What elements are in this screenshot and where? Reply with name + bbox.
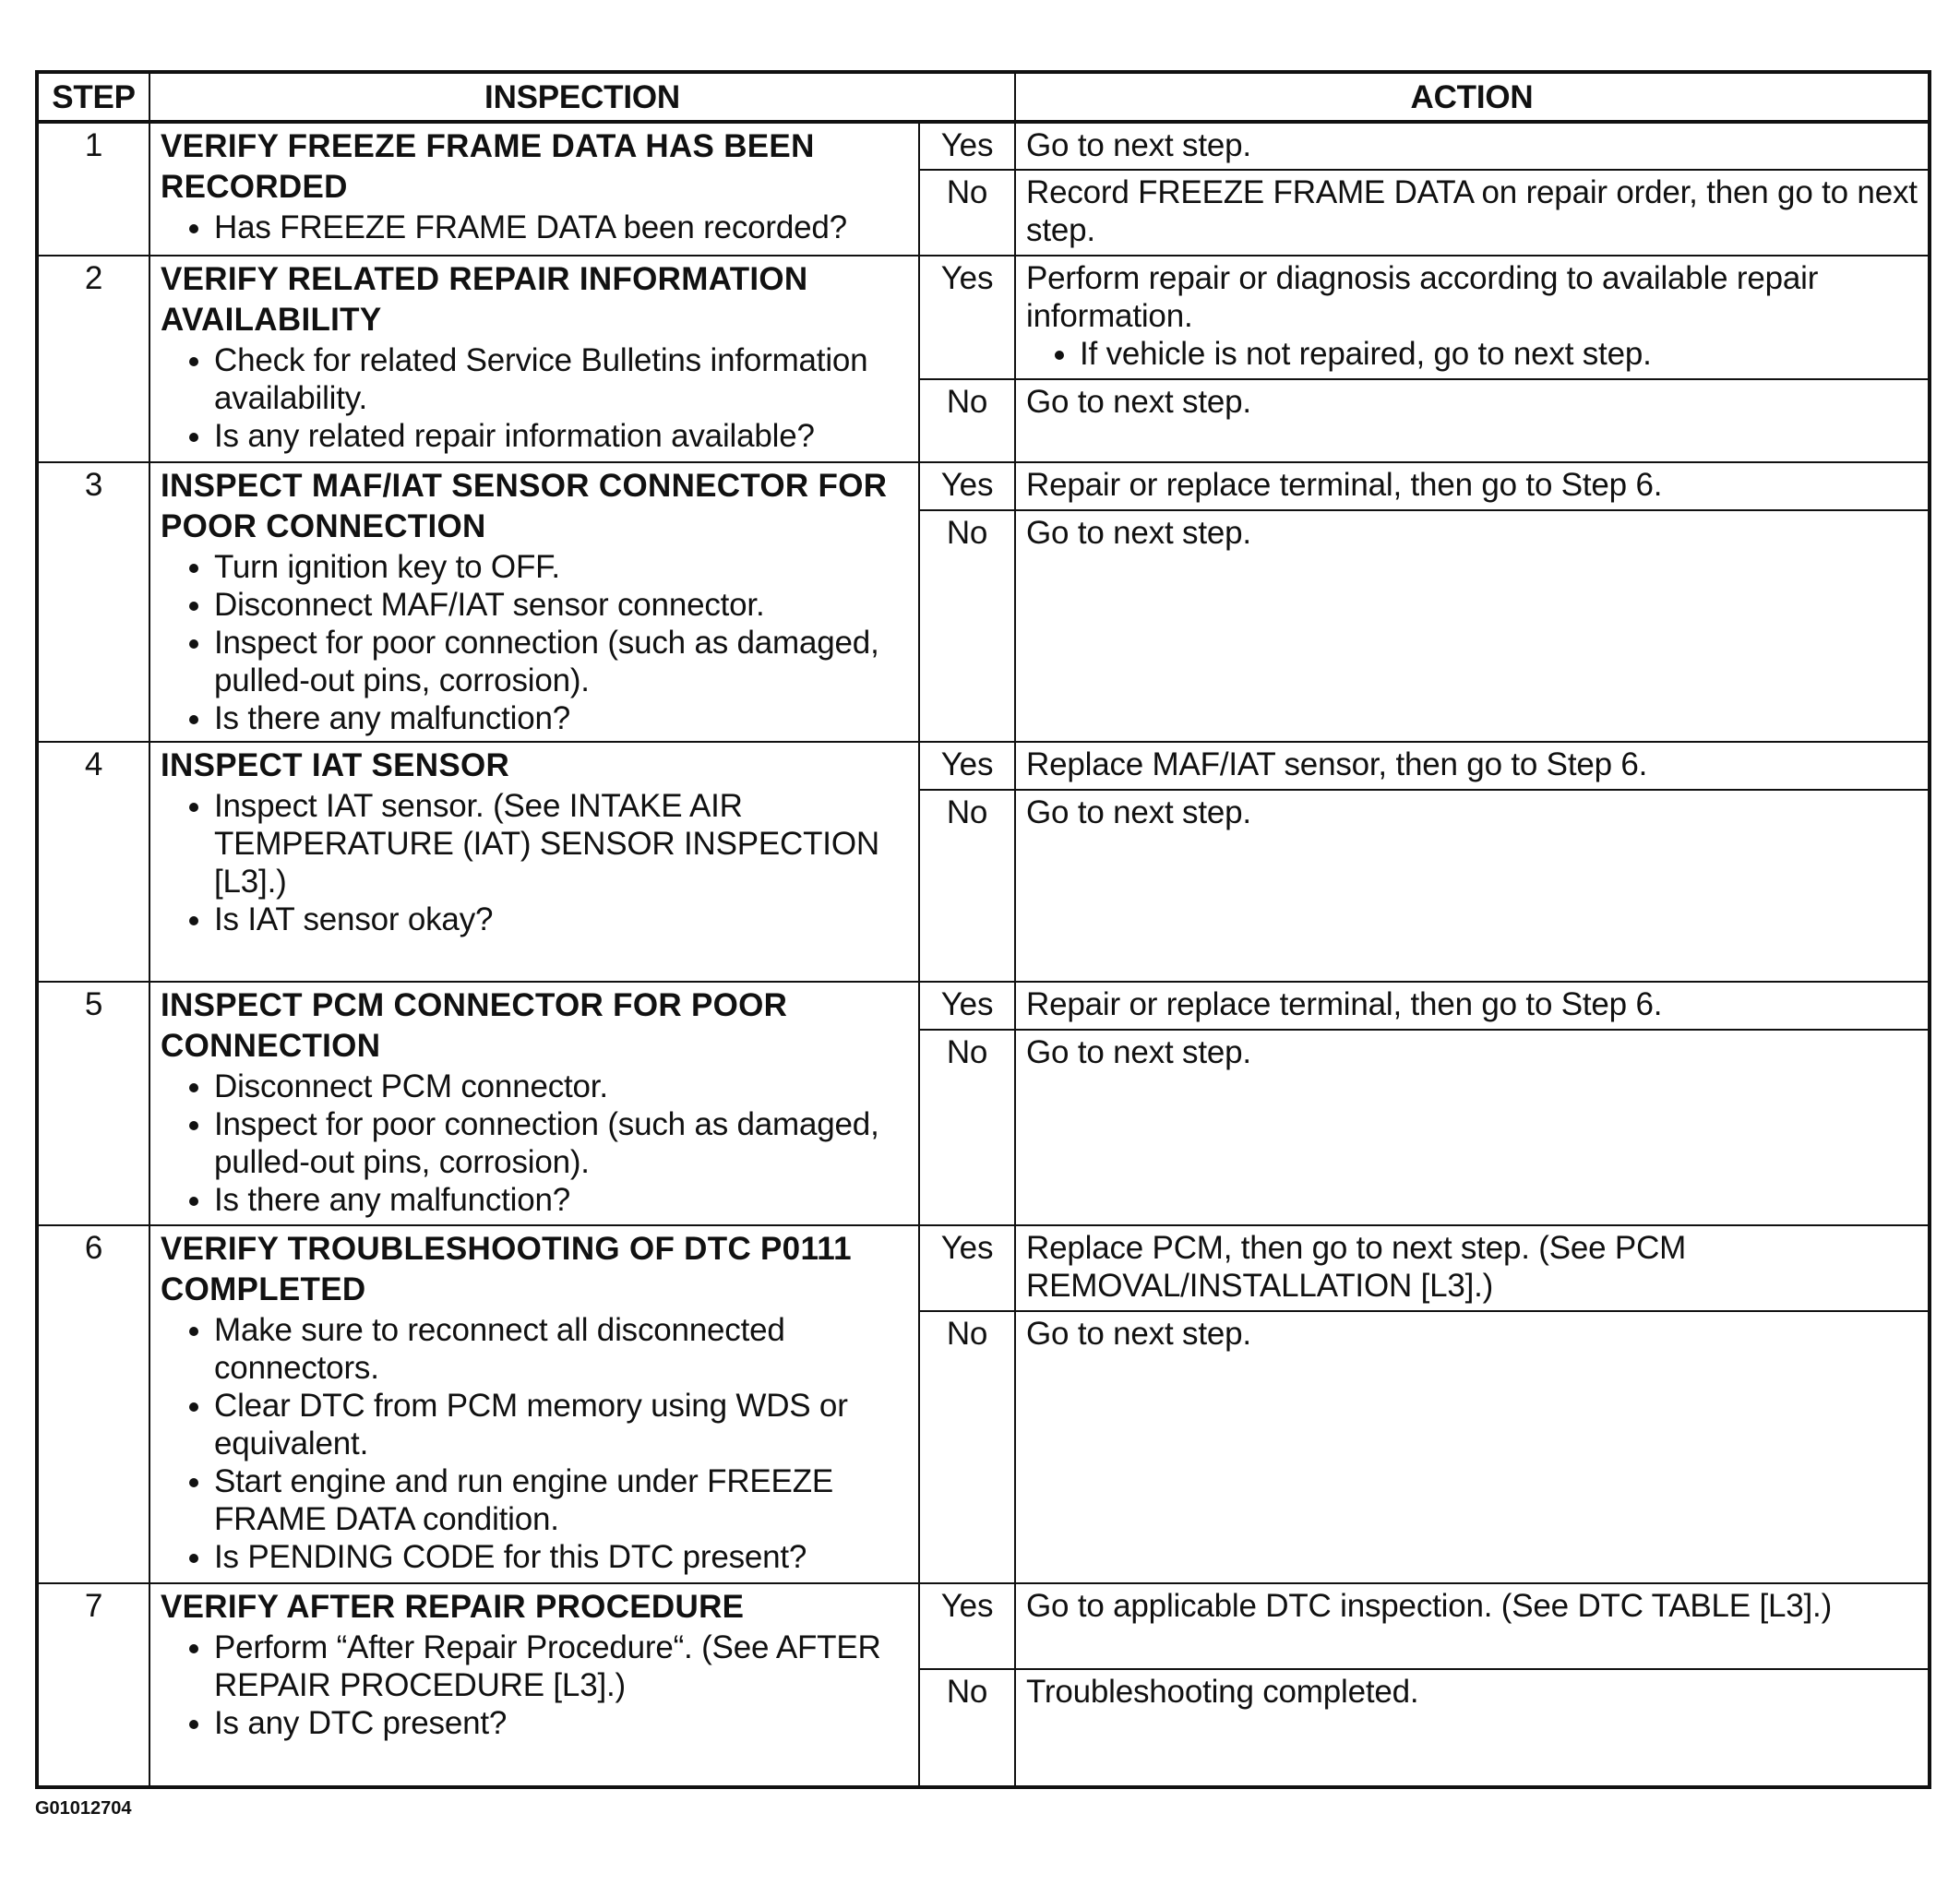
inspection-bullet-item: • Start engine and run engine under FREEZE FRAME DATA condition.: [214, 1462, 908, 1538]
inspection-bullet-item: • Is there any malfunction?: [214, 1181, 908, 1219]
yes-action-cell: [1015, 1583, 1930, 1669]
inspection-bullet-item: • Has FREEZE FRAME DATA been recorded?: [214, 209, 908, 246]
inspection-bullet-item: • Disconnect PCM connector.: [214, 1068, 908, 1105]
inspection-bullet-item: • Is any DTC present?: [214, 1704, 908, 1742]
no-label: No: [919, 379, 1015, 462]
yes-action-cell: [1015, 256, 1930, 379]
yes-label: Yes: [919, 1583, 1015, 1669]
step-number: 6: [37, 1225, 149, 1583]
inspection-bullet-item: • Is IAT sensor okay?: [214, 901, 908, 938]
yes-label: Yes: [919, 256, 1015, 379]
no-action-cell: [1015, 790, 1930, 982]
inspection-bullet-list: [161, 341, 908, 455]
no-action-cell: [1015, 510, 1930, 742]
inspection-bullet-list: [161, 209, 908, 246]
inspection-bullet-item: • Make sure to reconnect all disconnected connectors.: [214, 1311, 908, 1387]
step-number: 5: [37, 982, 149, 1225]
inspection-bullet-item: • Is there any malfunction?: [214, 699, 908, 737]
action-text: Go to next step.: [1026, 384, 1251, 420]
yes-action-cell: [1015, 462, 1930, 510]
table-row: [37, 1583, 1930, 1669]
action-text: Go to next step.: [1026, 794, 1251, 830]
no-label: No: [919, 1311, 1015, 1583]
table-header-row: [37, 72, 1930, 122]
inspection-bullet-list: [161, 1068, 908, 1219]
no-label: No: [919, 1669, 1015, 1787]
no-label: No: [919, 170, 1015, 256]
inspection-bullet-list: [161, 548, 908, 737]
yes-label: Yes: [919, 462, 1015, 510]
no-label: No: [919, 1030, 1015, 1225]
action-text: Go to next step.: [1026, 127, 1251, 163]
step-number: 1: [37, 122, 149, 256]
action-text: Go to next step.: [1026, 1316, 1251, 1352]
inspection-cell: [149, 1583, 919, 1787]
yes-label: Yes: [919, 1225, 1015, 1311]
inspection-bullet-item: • Check for related Service Bulletins information availability.: [214, 341, 908, 417]
action-text: Replace PCM, then go to next step. (See PCM REMOVAL/INSTALLATION [L3].): [1026, 1230, 1687, 1304]
action-text: Go to applicable DTC inspection. (See DTC TABLE [L3].): [1026, 1588, 1833, 1624]
step-number: 7: [37, 1583, 149, 1787]
step-number: 3: [37, 462, 149, 742]
action-bullet-list: [1026, 335, 1918, 373]
step-number: 2: [37, 256, 149, 462]
action-text: Perform repair or diagnosis according to available repair information.: [1026, 260, 1819, 334]
step-header: STEP: [37, 72, 149, 122]
inspection-title: INSPECT PCM CONNECTOR FOR POOR CONNECTION: [161, 987, 788, 1064]
no-action-cell: [1015, 170, 1930, 256]
inspection-bullet-item: • Perform “After Repair Procedure“. (See AFTER REPAIR PROCEDURE [L3].): [214, 1628, 908, 1704]
no-label: No: [919, 510, 1015, 742]
inspection-cell: [149, 122, 919, 256]
inspection-cell: [149, 256, 919, 462]
no-label: No: [919, 790, 1015, 982]
inspection-bullet-item: • Is PENDING CODE for this DTC present?: [214, 1538, 908, 1576]
inspection-title: INSPECT IAT SENSOR: [161, 747, 510, 783]
inspection-bullet-item: • Inspect for poor connection (such as damaged, pulled-out pins, corrosion).: [214, 624, 908, 699]
inspection-cell: [149, 982, 919, 1225]
table-row: [37, 1225, 1930, 1311]
inspection-bullet-item: • Clear DTC from PCM memory using WDS or equivalent.: [214, 1387, 908, 1462]
inspection-bullet-list: [161, 1311, 908, 1576]
inspection-cell: [149, 462, 919, 742]
inspection-bullet-item: • Inspect for poor connection (such as damaged, pulled-out pins, corrosion).: [214, 1105, 908, 1181]
yes-label: Yes: [919, 122, 1015, 170]
inspection-table: [35, 70, 1931, 1789]
no-action-cell: [1015, 1669, 1930, 1787]
inspection-title: VERIFY TROUBLESHOOTING OF DTC P0111 COMPLETED: [161, 1231, 852, 1307]
yes-label: Yes: [919, 742, 1015, 790]
action-text: Troubleshooting completed.: [1026, 1674, 1419, 1710]
table-row: [37, 982, 1930, 1030]
action-text: Record FREEZE FRAME DATA on repair order, then go to next step.: [1026, 174, 1918, 248]
inspection-bullet-item: • Is any related repair information available?: [214, 417, 908, 455]
inspection-cell: [149, 1225, 919, 1583]
inspection-header: INSPECTION: [149, 72, 1015, 122]
inspection-title: VERIFY RELATED REPAIR INFORMATION AVAILABILITY: [161, 261, 808, 338]
inspection-bullet-list: [161, 1628, 908, 1742]
action-text: Go to next step.: [1026, 515, 1251, 551]
figure-code: G01012704: [35, 1798, 132, 1819]
yes-label: Yes: [919, 982, 1015, 1030]
inspection-title: VERIFY FREEZE FRAME DATA HAS BEEN RECORDED: [161, 128, 815, 205]
inspection-bullet-item: • Turn ignition key to OFF.: [214, 548, 908, 586]
table-row: [37, 256, 1930, 379]
inspection-bullet-list: [161, 787, 908, 938]
inspection-bullet-item: • Inspect IAT sensor. (See INTAKE AIR TEMPERATURE (IAT) SENSOR INSPECTION [L3].): [214, 787, 908, 901]
table-row: [37, 462, 1930, 510]
inspection-cell: [149, 742, 919, 982]
no-action-cell: [1015, 379, 1930, 462]
yes-action-cell: [1015, 742, 1930, 790]
no-action-cell: [1015, 1311, 1930, 1583]
table-row: [37, 122, 1930, 170]
action-text: Repair or replace terminal, then go to Step 6.: [1026, 986, 1663, 1022]
yes-action-cell: [1015, 1225, 1930, 1311]
table-row: [37, 742, 1930, 790]
action-bullet-item: • If vehicle is not repaired, go to next step.: [1080, 335, 1918, 373]
table-body: [37, 122, 1930, 1787]
inspection-title: INSPECT MAF/IAT SENSOR CONNECTOR FOR POOR CONNECTION: [161, 468, 888, 544]
action-text: Repair or replace terminal, then go to Step 6.: [1026, 467, 1663, 503]
yes-action-cell: [1015, 982, 1930, 1030]
yes-action-cell: [1015, 122, 1930, 170]
inspection-bullet-item: • Disconnect MAF/IAT sensor connector.: [214, 586, 908, 624]
inspection-title: VERIFY AFTER REPAIR PROCEDURE: [161, 1589, 745, 1625]
step-number: 4: [37, 742, 149, 982]
action-text: Go to next step.: [1026, 1034, 1251, 1070]
action-header: ACTION: [1015, 72, 1930, 122]
no-action-cell: [1015, 1030, 1930, 1225]
action-text: Replace MAF/IAT sensor, then go to Step 6.: [1026, 746, 1648, 782]
